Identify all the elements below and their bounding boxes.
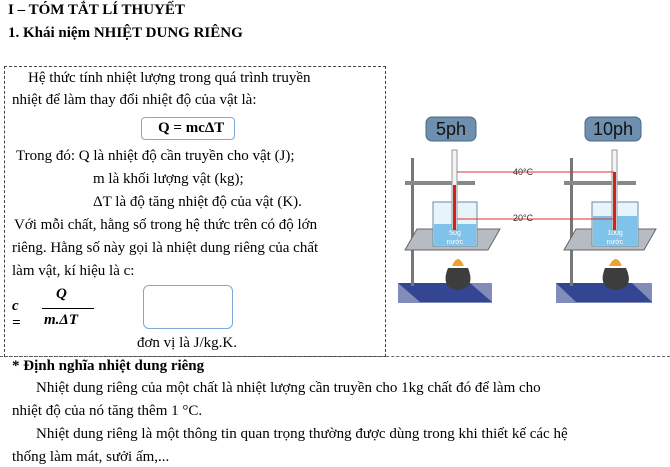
para1-line-2: riêng. Hằng số này gọi là nhiệt dung riêng của chất <box>12 240 319 256</box>
burner-left <box>446 259 471 290</box>
heat-formula: Q = mcΔT <box>158 120 225 136</box>
rod-left <box>411 158 414 286</box>
time-label-left <box>426 117 476 141</box>
where-line-3: ΔT là độ tăng nhiệt độ của vật (K). <box>93 194 302 210</box>
svg-text:10ph: 10ph <box>592 119 634 139</box>
para1-line-1: Với mỗi chất, hằng số trong hệ thức trên có độ lớn <box>14 217 318 233</box>
fraction-lhs: c = <box>12 298 21 331</box>
para1-line-3: làm vật, kí hiệu là c: <box>12 263 135 279</box>
rod-right <box>570 158 573 286</box>
svg-text:nước: nước <box>606 239 624 246</box>
definition-line-2: nhiệt độ của nó tăng thêm 1 °C. <box>12 403 203 419</box>
definition-title: * Định nghĩa nhiệt dung riêng <box>12 358 205 374</box>
svg-text:100g: 100g <box>607 230 623 237</box>
subsection-heading: 1. Khái niệm NHIỆT DUNG RIÊNG <box>8 25 243 41</box>
clamp-right <box>564 181 636 185</box>
unit-text: đơn vị là J/kg.K. <box>137 335 238 351</box>
where-line-1: Trong đó: Q là nhiệt độ cần truyền cho vật (J); <box>16 148 295 164</box>
divider <box>0 356 670 357</box>
intro-line-2: nhiệt để làm thay đổi nhiệt độ của vật là: <box>12 92 257 108</box>
where-line-2: m là khối lượng vật (kg); <box>93 171 244 187</box>
definition-line-4: thống làm mát, sưởi ấm,... <box>12 449 170 465</box>
definition-line-1: Nhiệt dung riêng của một chất là nhiệt lượng cần truyền cho 1kg chất đó để làm cho <box>36 380 541 396</box>
svg-text:5ph: 5ph <box>435 119 467 139</box>
time-label-right <box>585 117 641 141</box>
fraction-denominator: m.ΔT <box>44 312 78 328</box>
svg-text:50g: 50g <box>449 230 461 237</box>
fraction-numerator: Q <box>56 286 67 302</box>
section-heading: I – TÓM TẮT LÍ THUYẾT <box>8 2 185 18</box>
temp-label-20: 20°C <box>513 213 534 223</box>
temp-label-40: 40°C <box>513 167 534 177</box>
burner-right <box>603 259 629 290</box>
definition-line-3: Nhiệt dung riêng là một thông tin quan trọng thường được dùng trong khi thiết kế các hệ <box>36 426 568 442</box>
intro-line-1: Hệ thức tính nhiệt lượng trong quá trình truyền <box>28 70 311 86</box>
svg-text:nước: nước <box>446 239 464 246</box>
clamp-left <box>405 181 475 185</box>
